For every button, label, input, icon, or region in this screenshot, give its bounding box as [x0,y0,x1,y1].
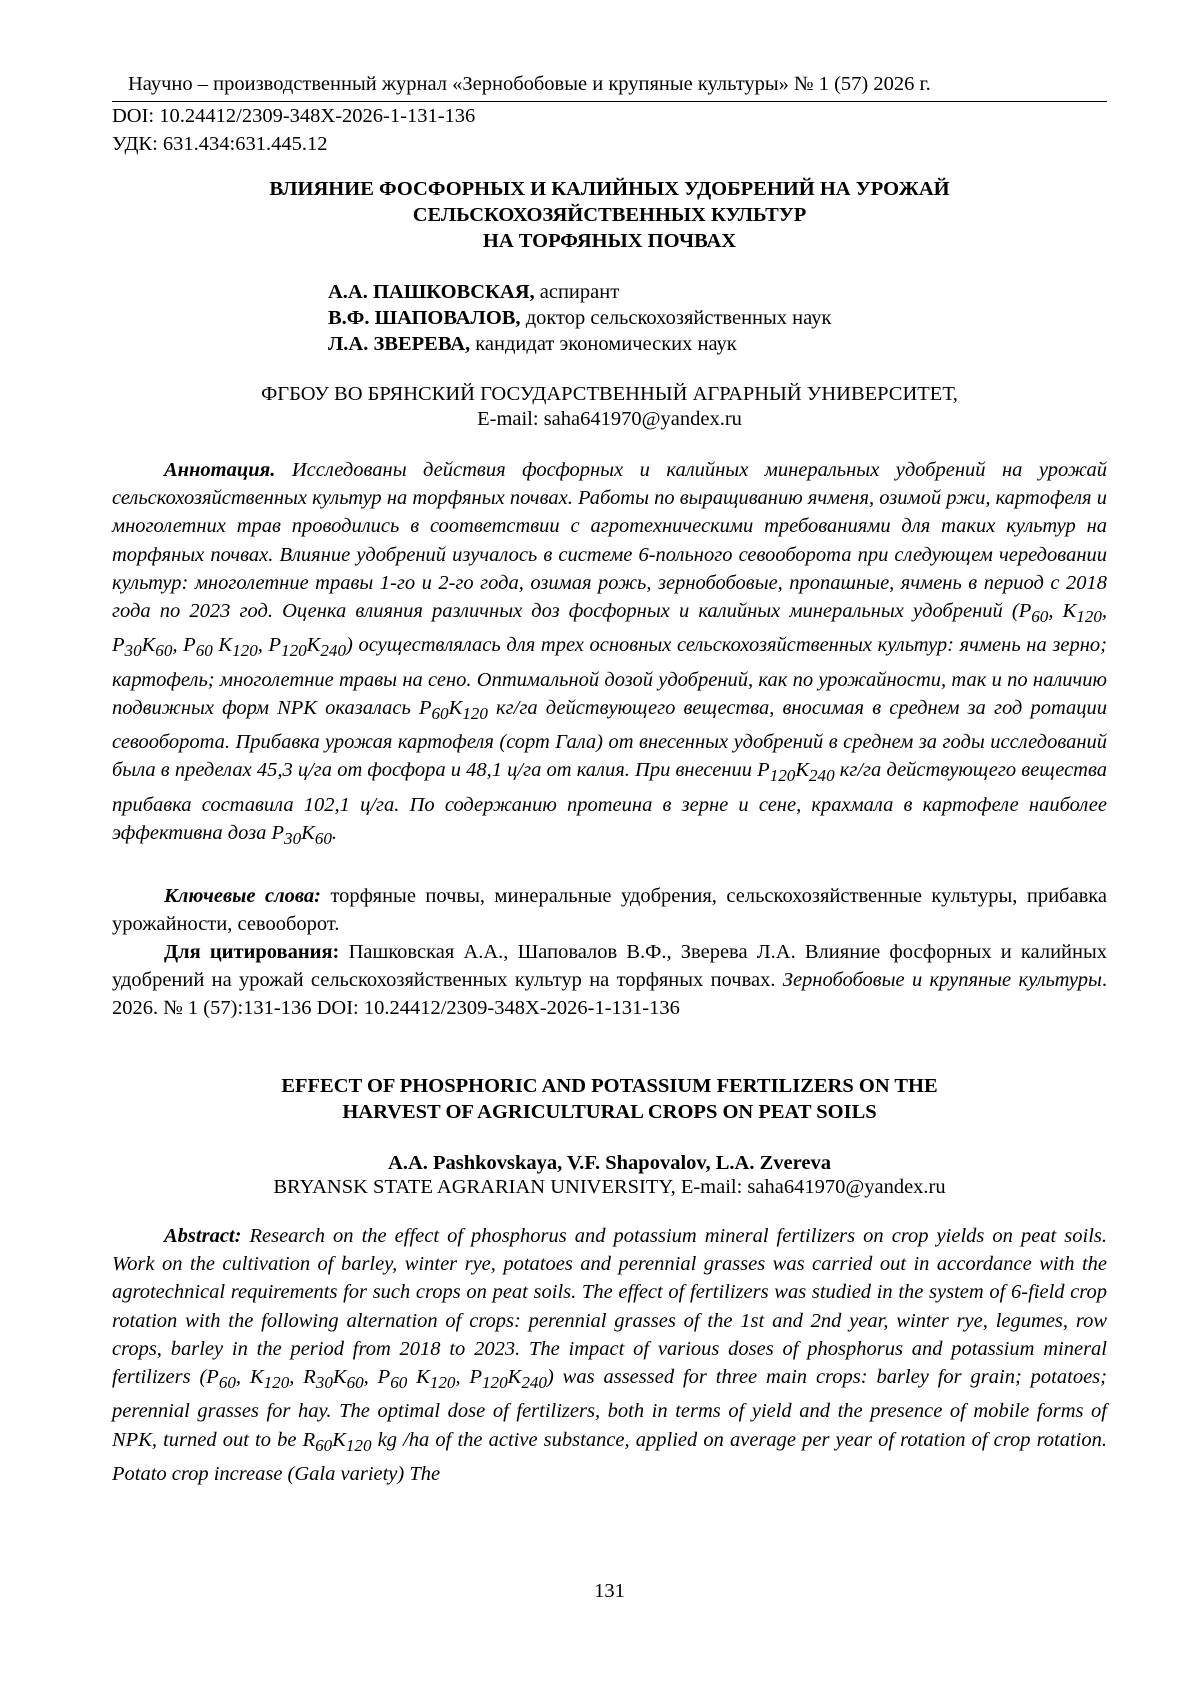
ru-keywords-label: Ключевые слова: [164,885,321,907]
subscript: 60 [195,641,213,661]
ru-keywords-text: торфяные почвы, минеральные удобрения, сельскохозяйственные культуры, прибавка урожайности, севооборот. [112,885,1107,936]
subscript: 120 [1076,607,1102,627]
journal-header: Научно – производственный журнал «Зернобобовые и крупяные культуры» № 1 (57) 2026 г. [128,73,931,95]
ru-abstract-text: Исследованы действия фосфорных и калийных минеральных удобрений на урожай сельскохозяйственных культур на торфяных почвах. Работы по выращиванию ячменя, озимой ржи, картофеля и многолетних трав проводились в соответствии с агротехническими требованиями для таких культур на торфяных почвах. Влияние удобрений изучалось в системе 6-польного севооборота при следующем чередовании культур: многолетние травы 1-го и 2-го года, озимая рожь, зернобобовые, пропашные, ячмень в период с 2018 года по 2023 год. Оценка влияния различных доз фосфорных и калийных минеральных удобрений (P [112,459,1107,623]
ru-abstract-text: , P [112,600,1107,657]
ru-abstract-text: K [141,634,156,657]
ru-author-3 [328,333,737,356]
en-abstract-text: , P [363,1366,391,1389]
ru-keywords [112,882,1107,938]
en-abstract-text: Research on the effect of phosphorus and potassium mineral fertilizers on crop yields on peat soils. Work on the cultivation of barley, winter rye, potatoes and perennial grasses was carried out in accordance with the agrotechnical requirements for such crops on peat soils. The effect of fertilizers was studied in the system of 6-field crop rotation with the following alternation of crops: perennial grasses of the 1st and 2nd year, winter rye, legumes, row crops, barley in the period from 2018 to 2023. The impact of various doses of phosphorus and potassium mineral fertilizers (P [112,1225,1107,1389]
ru-author-1-role: аспирант [534,281,620,303]
doi-line: DOI: 10.24412/2309-348X-2026-1-131-136 [112,105,476,127]
subscript: 30 [315,1373,333,1393]
subscript: 60 [315,1435,333,1455]
subscript: 60 [314,828,332,848]
ru-author-1 [328,281,619,304]
ru-citation-text: Пашковская А.А., Шаповалов В.Ф., Зверева Л.А. Влияние фосфорных и калийных удобрений на урожай сельскохозяйственных культур на торфяных почвах. [112,941,1107,992]
ru-abstract-text: ) осуществлялась для трех основных сельскохозяйственных культур: ячмень на зерно; картофель; многолетние травы на сено. Оптимальной дозой удобрений, как по урожайности, так и по наличию подвижных форм NPK оказалась P [112,634,1107,719]
en-authors: A.A. Pashkovskaya, V.F. Shapovalov, L.A. Zvereva [388,1152,831,1174]
subscript: 60 [431,703,449,723]
subscript: 240 [521,1373,547,1393]
en-abstract-text: kg /ha of the active substance, applied on average per year of rotation of crop rotation. Potato crop increase (Gala variety) The [112,1428,1107,1485]
header-divider [112,101,1107,102]
ru-abstract-text: K [301,821,315,844]
en-abstract-text: K [332,1428,346,1451]
en-abstract [112,1222,1107,1488]
en-abstract-text: , R [289,1366,316,1389]
ru-abstract-text: , K [1048,600,1077,623]
en-title-line-2: HARVEST OF AGRICULTURAL CROPS ON PEAT SOILS [342,1101,877,1123]
en-abstract-text: , K [235,1366,264,1389]
ru-citation [112,938,1107,1023]
subscript: 60 [390,1373,408,1393]
ru-abstract-text: K [212,634,233,657]
subscript: 120 [281,641,307,661]
en-abstract-text: K [407,1366,430,1389]
ru-author-2-name: В.Ф. ШАПОВАЛОВ, [328,307,521,329]
ru-author-2 [328,307,831,330]
ru-title [112,176,1107,254]
ru-abstract-text: кг/га действующего вещества, вносимая в среднем за год ротации севооборота. Прибавка урожая картофеля (сорт Гала) от внесенных удобрений в среднем за годы исследований была в пределах 45,3 ц/га от фосфора и 48,1 ц/га от калия. При внесении P [112,696,1107,782]
subscript: 120 [232,641,258,661]
en-abstract-text: K [332,1366,347,1389]
ru-citation-label: Для цитирования: [164,941,340,963]
subscript: 240 [809,766,835,786]
subscript: 60 [346,1373,364,1393]
subscript: 120 [769,766,796,786]
en-abstract-text: , P [455,1366,483,1389]
en-abstract-label: Abstract: [164,1225,242,1247]
ru-citation-text: . 2026. № 1 (57):131-136 DOI: 10.24412/2309-348X-2026-1-131-136 [112,969,1107,1020]
ru-author-3-name: Л.А. ЗВЕРЕВА, [328,333,471,355]
ru-affiliation: ФГБОУ ВО БРЯНСКИЙ ГОСУДАРСТВЕННЫЙ АГРАРНЫЙ УНИВЕРСИТЕТ, [261,383,958,405]
ru-abstract-text: кг/га действующего вещества прибавка составила 102,1 ц/га. По содержанию протеина в зерне и сене, крахмала в картофеле наиболее эффективна доза P [112,759,1107,844]
ru-abstract [112,456,1107,853]
subscript: 60 [1031,607,1049,627]
subscript: 120 [482,1373,508,1393]
subscript: 120 [263,1373,290,1393]
ru-author-2-role: доктор сельскохозяйственных наук [520,307,832,329]
en-affiliation: BRYANSK STATE AGRARIAN UNIVERSITY, E-mail: saha641970@yandex.ru [273,1176,946,1198]
en-title-line-1: EFFECT OF PHOSPHORIC AND POTASSIUM FERTILIZERS ON THE [281,1075,938,1097]
subscript: 120 [429,1373,456,1393]
udk-line: УДК: 631.434:631.445.12 [112,133,328,155]
ru-title-line-3: НА ТОРФЯНЫХ ПОЧВАХ [482,230,737,252]
ru-title-line-1: ВЛИЯНИЕ ФОСФОРНЫХ И КАЛИЙНЫХ УДОБРЕНИЙ НА УРОЖАЙ [269,178,950,200]
ru-author-1-name: А.А. ПАШКОВСКАЯ, [328,281,535,303]
ru-abstract-text: K [306,634,321,657]
subscript: 60 [218,1373,236,1393]
ru-abstract-text: . [331,821,338,844]
en-abstract-text: K [507,1366,522,1389]
en-title [112,1073,1107,1125]
subscript: 60 [155,641,173,661]
ru-citation-journal: Зернобобовые и крупяные культуры [782,969,1102,992]
subscript: 30 [284,828,302,848]
subscript: 120 [462,703,488,723]
ru-abstract-text: , P [257,634,282,657]
ru-abstract-text: K [795,759,809,782]
ru-abstract-text: K [448,696,463,719]
subscript: 120 [345,1435,372,1455]
ru-author-3-role: кандидат экономических наук [470,333,737,355]
ru-abstract-label: Аннотация. [164,459,276,481]
page-number: 131 [594,1580,625,1602]
en-abstract-text: ) was assessed for three main crops: barley for grain; potatoes; perennial grasses for hay. The optimal dose of fertilizers, both in terms of yield and the presence of mobile forms of NPK, turned out to be R [112,1366,1107,1451]
ru-email: E-mail: saha641970@yandex.ru [477,408,742,430]
ru-title-line-2: СЕЛЬСКОХОЗЯЙСТВЕННЫХ КУЛЬТУР [412,204,807,226]
subscript: 30 [124,641,142,661]
subscript: 240 [320,641,346,661]
ru-abstract-text: , P [172,634,196,657]
